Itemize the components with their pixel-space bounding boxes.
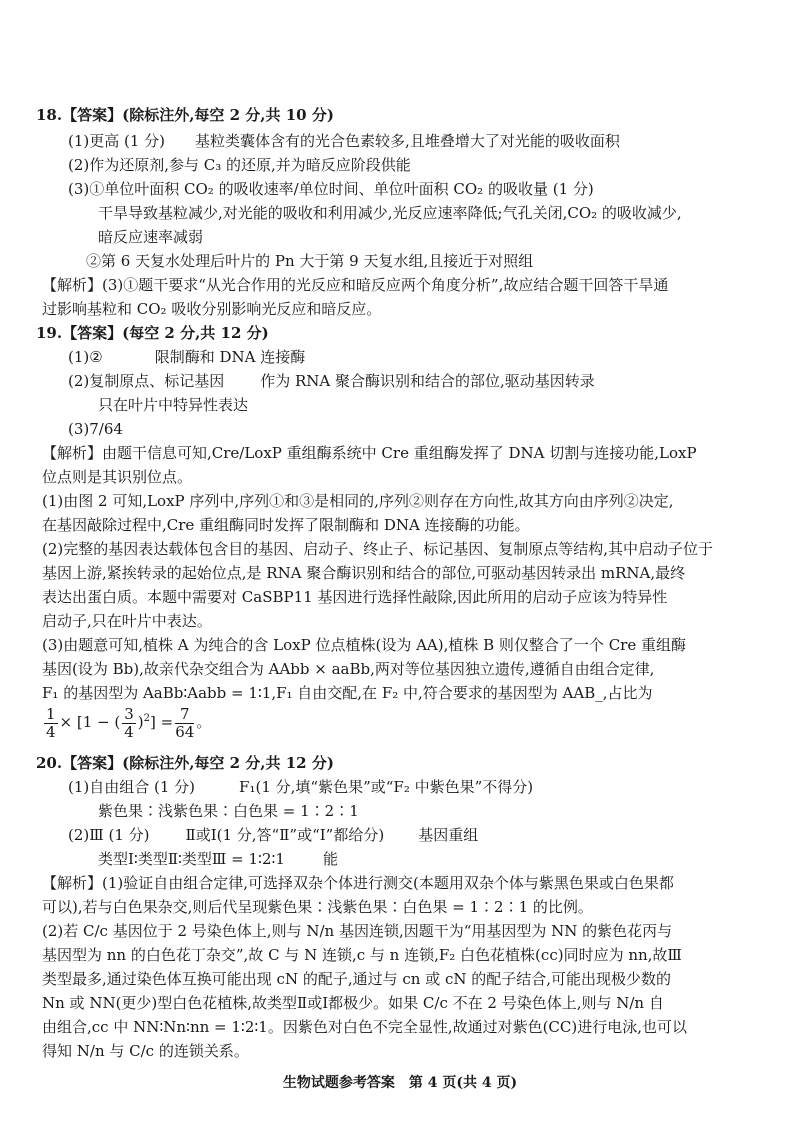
q20-analysis: 【解析】(1)验证自由组合定律,可选择双杂个体进行测交(本题用双杂个体与紫黑色果或白色果都 (42, 874, 674, 892)
q20-answer-2a: (2)Ⅲ (1 分) (68, 826, 150, 844)
q19-analysis-2-cont2: 表达出蛋白质。本题中需要对 CaSBP11 基因进行选择性敲除,因此所用的启动子应该为特异性 (42, 588, 668, 606)
q19-analysis-3-cont: 基因(设为 Bb),故亲代杂交组合为 AAbb × aaBb,两对等位基因独立遗传,遵循自由组合定律, (42, 660, 655, 678)
q19-analysis-cont: 位点则是其识别位点。 (42, 468, 193, 486)
fraction-7-64: $\frac{7}{64}$ (175, 705, 195, 741)
q20-answer-2 (68, 828, 478, 843)
q19-formula: $\frac{1}{4}$ × [1 − ( $\frac{3}{4}$ )$^2$] = $\frac{7}{64}$ 。 (46, 705, 212, 741)
q19-answer-3: (3)7/64 (68, 420, 123, 438)
q19-analysis-3: (3)由题意可知,植株 A 为纯合的含 LoxP 位点植株(设为 AA),植株 B 则仅整合了一个 Cre 重组酶 (42, 636, 686, 654)
q18-answer-3b: ②第 6 天复水处理后叶片的 Pn 大于第 9 天复水组,且接近于对照组 (86, 252, 534, 270)
q20-heading: 20.【答案】(除标注外,每空 2 分,共 12 分) (36, 754, 334, 772)
fraction-1-4: $\frac{1}{4}$ (46, 705, 56, 741)
q20-analysis-2-cont5: 得知 N/n 与 C/c 的连锁关系。 (42, 1042, 249, 1060)
q20-analysis-2-cont: 基因型为 nn 的白色花丁杂交”,故 C 与 N 连锁,c 与 n 连锁,F₂ 白色花植株(cc)同时应为 nn,故Ⅲ (42, 946, 682, 964)
q20-answer-2c: 基因重组 (418, 826, 479, 844)
q20-answer-2d-ratio: 类型Ⅰ∶类型Ⅱ∶类型Ⅲ = 1∶2∶1 (98, 850, 285, 868)
q18-answer-3: (3)①单位叶面积 CO₂ 的吸收速率/单位时间、单位叶面积 CO₂ 的吸收量 (1 分) (68, 180, 594, 198)
q18-analysis-cont: 过影响基粒和 CO₂ 吸收分别影响光反应和暗反应。 (42, 300, 382, 318)
q19-analysis-2-cont3: 启动子,只在叶片中表达。 (42, 612, 212, 630)
q20-analysis-2-cont2: 类型最多,通过染色体互换可能出现 cN 的配子,通过与 cn 或 cN 的配子结合,可能出现极少数的 (42, 970, 672, 988)
q20-answer-1 (68, 780, 533, 795)
q19-heading: 19.【答案】(每空 2 分,共 12 分) (36, 324, 269, 342)
fraction-3-4: $\frac{3}{4}$ (124, 705, 134, 741)
q20-analysis-2: (2)若 C/c 基因位于 2 号染色体上,则与 N/n 基因连锁,因题干为“用基因型为 NN 的紫色花丙与 (42, 922, 673, 940)
q19-analysis-2-cont: 基因上游,紧挨转录的起始位点,是 RNA 聚合酶识别和结合的部位,可驱动基因转录出 mRNA,最终 (42, 564, 686, 582)
q18-answer-3-text: 干旱导致基粒减少,对光能的吸收和利用减少,光反应速率降低;气孔关闭,CO₂ 的吸收减少, (98, 204, 682, 222)
q18-answer-1a: (1)更高 (1 分) (68, 132, 166, 150)
q19-analysis-1: (1)由图 2 可知,LoxP 序列中,序列①和③是相同的,序列②则存在方向性,故其方向由序列②决定, (42, 492, 674, 510)
q20-analysis-2-cont3: Nn 或 NN(更少)型白色花植株,故类型Ⅱ或Ⅰ都极少。如果 C/c 不在 2 号染色体上,则与 N/n 自 (42, 994, 664, 1012)
page-footer: 生物试题参考答案 第 4 页(共 4 页) (282, 1075, 518, 1091)
q19-analysis-3-cont2: F₁ 的基因型为 AaBb∶Aabb = 1∶1,F₁ 自由交配,在 F₂ 中,符合要求的基因型为 AAB_,占比为 (42, 684, 653, 702)
q20-answer-2b: Ⅱ或Ⅰ(1 分,答“Ⅱ”或“Ⅰ”都给分) (185, 826, 385, 844)
q19-answer-2 (68, 374, 595, 389)
q18-analysis: 【解析】(3)①题干要求“从光合作用的光反应和暗反应两个角度分析”,故应结合题干回答干旱通 (42, 276, 669, 294)
q20-answer-1a: (1)自由组合 (1 分) (68, 778, 196, 796)
q19-answer-1 (68, 350, 305, 365)
q19-answer-2b: 作为 RNA 聚合酶识别和结合的部位,驱动基因转录 (260, 372, 595, 390)
q20-answer-2d-can: 能 (322, 850, 338, 868)
q20-analysis-2-cont4: 由组合,cc 中 NN∶Nn∶nn = 1∶2∶1。因紫色对白色不完全显性,故通过对紫色(CC)进行电泳,也可以 (42, 1018, 688, 1036)
q19-answer-2a: (2)复制原点、标记基因 (68, 372, 225, 390)
q18-heading: 18.【答案】(除标注外,每空 2 分,共 10 分) (36, 106, 334, 124)
q18-answer-1b: 基粒类囊体含有的光合色素较多,且堆叠增大了对光能的吸收面积 (195, 132, 620, 150)
q20-answer-2d (98, 852, 338, 867)
q18-answer-3-text-cont: 暗反应速率减弱 (98, 228, 204, 246)
q19-answer-1b: 限制酶和 DNA 连接酶 (154, 348, 306, 366)
q19-answer-2c: 只在叶片中特异性表达 (98, 396, 249, 414)
q19-answer-1a: (1)② (68, 348, 103, 366)
q19-analysis: 【解析】由题干信息可知,Cre/LoxP 重组酶系统中 Cre 重组酶发挥了 DNA 切割与连接功能,LoxP (42, 444, 697, 462)
q20-analysis-cont: 可以),若与白色果杂交,则后代呈现紫色果∶浅紫色果∶白色果 = 1∶2∶1 的比例。 (42, 898, 593, 916)
q20-answer-1b: F₁(1 分,填“紫色果”或“F₂ 中紫色果”不得分) (239, 778, 534, 796)
q18-answer-1 (68, 134, 620, 149)
q18-answer-2: (2)作为还原剂,参与 C₃ 的还原,并为暗反应阶段供能 (68, 156, 411, 174)
q19-analysis-2: (2)完整的基因表达载体包含目的基因、启动子、终止子、标记基因、复制原点等结构,其中启动子位于 (42, 540, 714, 558)
q20-answer-1c: 紫色果∶浅紫色果∶白色果 = 1∶2∶1 (98, 802, 359, 820)
q19-analysis-1-cont: 在基因敲除过程中,Cre 重组酶同时发挥了限制酶和 DNA 连接酶的功能。 (42, 516, 530, 534)
